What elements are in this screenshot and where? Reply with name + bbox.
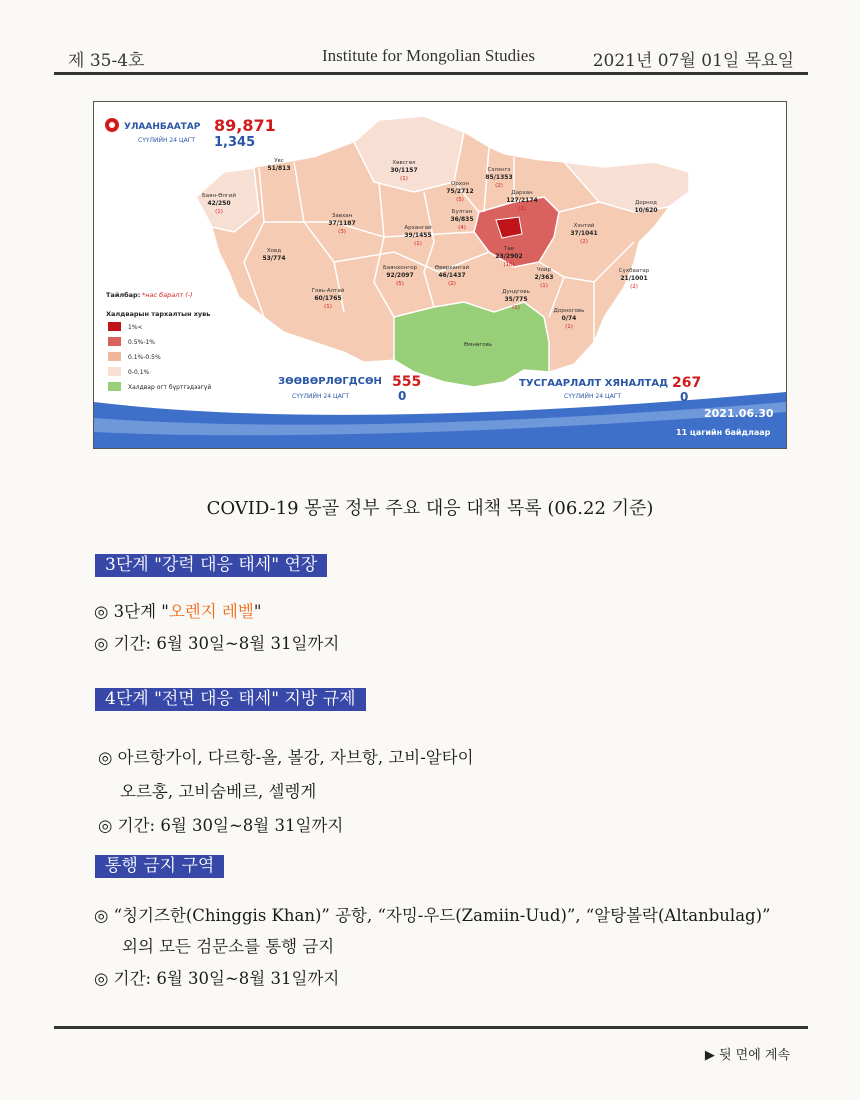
province-new-cases: (2) bbox=[580, 239, 588, 245]
province-stats: 85/1353 bbox=[485, 174, 513, 181]
province-name: Сүхбаатар bbox=[618, 268, 650, 274]
province-stats: 21/1001 bbox=[620, 275, 648, 282]
province-stats: 51/813 bbox=[267, 165, 291, 172]
province-name: Завхан bbox=[331, 213, 353, 219]
province-new-cases: (5) bbox=[396, 281, 404, 287]
header-rule bbox=[54, 72, 808, 75]
province-stats: 37/1187 bbox=[328, 220, 356, 227]
province-name: Чойр bbox=[536, 267, 552, 273]
province-new-cases: (10) bbox=[503, 262, 515, 268]
no-entry-line: ◎ “칭기즈한(Chinggis Khan)” 공항, “자밍-우드(Zamiin-Uud)”, “알탕볼락(Altanbulag)” bbox=[94, 906, 771, 925]
province-new-cases: (2) bbox=[630, 284, 638, 290]
legend-swatch bbox=[108, 337, 121, 346]
province-name: Өвөрхангай bbox=[434, 265, 470, 271]
province-stats: 2/363 bbox=[534, 274, 554, 281]
legend-note-value: *нас баралт (-) bbox=[142, 291, 193, 299]
province-new-cases: (1) bbox=[540, 283, 548, 289]
province-stats: 0/74 bbox=[561, 315, 577, 322]
province-name: Ховд bbox=[266, 248, 282, 254]
level4-period-line: ◎ 기간: 6월 30일~8월 31일까지 bbox=[98, 816, 344, 835]
province-name: Увс bbox=[274, 158, 284, 164]
level4-regions-line: ◎ 아르항가이, 다르항-올, 볼강, 자브항, 고비-알타이 bbox=[98, 748, 474, 767]
province-stats: 39/1455 bbox=[404, 232, 432, 239]
ub-total: 89,871 bbox=[214, 116, 276, 135]
province-name: Говь-Алтай bbox=[311, 288, 345, 294]
province-new-cases: (3) bbox=[338, 229, 346, 235]
ub-marker-icon bbox=[105, 118, 119, 132]
isolation-total: 555 bbox=[392, 374, 422, 390]
province-new-cases: (2) bbox=[518, 206, 526, 212]
figure-caption: COVID-19 몽골 정부 주요 대응 대책 목록 (06.22 기준) bbox=[206, 498, 654, 519]
page-header bbox=[54, 42, 808, 76]
province-stats: 42/250 bbox=[207, 200, 231, 207]
mongolia-covid-map bbox=[94, 102, 786, 448]
province-stats: 10/620 bbox=[634, 207, 658, 214]
province-name: Дундговь bbox=[502, 289, 530, 295]
map-time-note: 11 цагийн байдлаар bbox=[676, 428, 771, 437]
section-title-level4: 4단계 "전면 대응 태세" 지방 규제 bbox=[95, 688, 366, 711]
legend-swatch bbox=[108, 367, 121, 376]
legend-swatch bbox=[108, 382, 121, 391]
province-stats: 23/2902 bbox=[495, 253, 523, 260]
province-name: Сэлэнгэ bbox=[487, 167, 511, 173]
isolation-label: ЗӨӨВӨРЛӨГДСӨН bbox=[278, 376, 382, 387]
province-new-cases: (2) bbox=[495, 183, 503, 189]
legend bbox=[108, 322, 211, 391]
province-stats: 36/835 bbox=[450, 216, 474, 223]
legend-label: 0.1%-0.5% bbox=[128, 354, 161, 361]
province-name: Дархан bbox=[511, 190, 533, 196]
legend-label: 1%< bbox=[128, 324, 143, 331]
province-stats: 127/2174 bbox=[506, 197, 538, 204]
province-name: Орхон bbox=[450, 181, 470, 187]
continued-note: ▶ 뒷 면에 계속 bbox=[704, 1048, 790, 1063]
isolation-24h: 0 bbox=[398, 389, 407, 403]
no-entry-period-line: ◎ 기간: 6월 30일~8월 31일까지 bbox=[94, 969, 340, 988]
province-name: Төв bbox=[504, 246, 514, 252]
section-title-no-entry: 통행 금지 구역 bbox=[95, 855, 224, 878]
section-title-level3: 3단계 "강력 대응 태세" 연장 bbox=[95, 554, 327, 577]
level3-color-line: ◎ 3단계 "오렌지 레벨" bbox=[94, 602, 262, 621]
province-stats: 37/1041 bbox=[570, 230, 598, 237]
province-new-cases: (4) bbox=[458, 225, 466, 231]
institute-name: Institute for Mongolian Studies bbox=[322, 46, 535, 65]
level4-regions-line-2: 오르홍, 고비숨베르, 셀렝게 bbox=[120, 782, 317, 801]
monitoring-24h: 0 bbox=[680, 390, 689, 404]
province-name: Хэнтий bbox=[573, 223, 595, 229]
legend-label: 0.5%-1% bbox=[128, 339, 155, 346]
covid-map-figure bbox=[93, 101, 787, 449]
legend-label: 0-0.1% bbox=[128, 369, 150, 376]
legend-label: Халдвар огт бүртгэдээгүй bbox=[128, 384, 212, 391]
ub-sub-label: СҮҮЛИЙН 24 ЦАГТ bbox=[138, 137, 196, 144]
isolation-sub: СҮҮЛИЙН 24 ЦАГТ bbox=[292, 393, 350, 400]
province-name: Баян-Өлгий bbox=[202, 193, 236, 199]
monitoring-label: ТУСГААРЛАЛТ ХЯНАЛТАД bbox=[519, 378, 668, 389]
ub-24h: 1,345 bbox=[214, 135, 256, 150]
province-new-cases: (2) bbox=[448, 281, 456, 287]
level3-period-line: ◎ 기간: 6월 30일~8월 31일까지 bbox=[94, 634, 340, 653]
province-new-cases: (1) bbox=[324, 304, 332, 310]
province-name: Баянхонгор bbox=[382, 265, 418, 271]
province-new-cases: (1) bbox=[512, 305, 520, 311]
legend-swatch bbox=[108, 322, 121, 331]
province-name: Хөвсгөл bbox=[392, 160, 416, 166]
no-entry-line-2: 외의 모든 검문소를 통행 금지 bbox=[122, 937, 335, 956]
monitoring-total: 267 bbox=[672, 375, 702, 391]
province-name: Өмнөговь bbox=[463, 342, 493, 348]
province-stats: 53/774 bbox=[262, 255, 286, 262]
province-new-cases: (1) bbox=[414, 241, 422, 247]
issue-date: 2021년 07월 01일 목요일 bbox=[592, 51, 794, 71]
province-new-cases: (1) bbox=[215, 209, 223, 215]
province-new-cases: (5) bbox=[456, 197, 464, 203]
province-name: Архангай bbox=[404, 225, 432, 231]
province-name: Булган bbox=[451, 209, 473, 215]
province-stats: 35/775 bbox=[504, 296, 528, 303]
legend-swatch bbox=[108, 352, 121, 361]
map-date: 2021.06.30 bbox=[704, 407, 774, 420]
province-stats: 30/1157 bbox=[390, 167, 418, 174]
legend-title: Халдварын тархалтын хувь bbox=[106, 310, 211, 318]
province-name: Дорноговь bbox=[553, 308, 585, 314]
province-stats: 92/2097 bbox=[386, 272, 414, 279]
monitoring-sub: СҮҮЛИЙН 24 ЦАГТ bbox=[564, 393, 622, 400]
province-stats: 60/1765 bbox=[314, 295, 342, 302]
province-name: Дорнод bbox=[635, 200, 657, 206]
legend-note-label: Тайлбар: bbox=[106, 291, 141, 299]
province-stats: 46/1437 bbox=[438, 272, 466, 279]
province-new-cases: (1) bbox=[565, 324, 573, 330]
ub-label: УЛААНБААТАР bbox=[124, 122, 201, 132]
province-new-cases: (1) bbox=[400, 176, 408, 182]
province-stats: 75/2712 bbox=[446, 188, 474, 195]
orange-level-highlight: 오렌지 레벨 bbox=[168, 602, 254, 621]
footer-rule bbox=[54, 1026, 808, 1029]
issue-number: 제 35-4호 bbox=[68, 51, 145, 71]
